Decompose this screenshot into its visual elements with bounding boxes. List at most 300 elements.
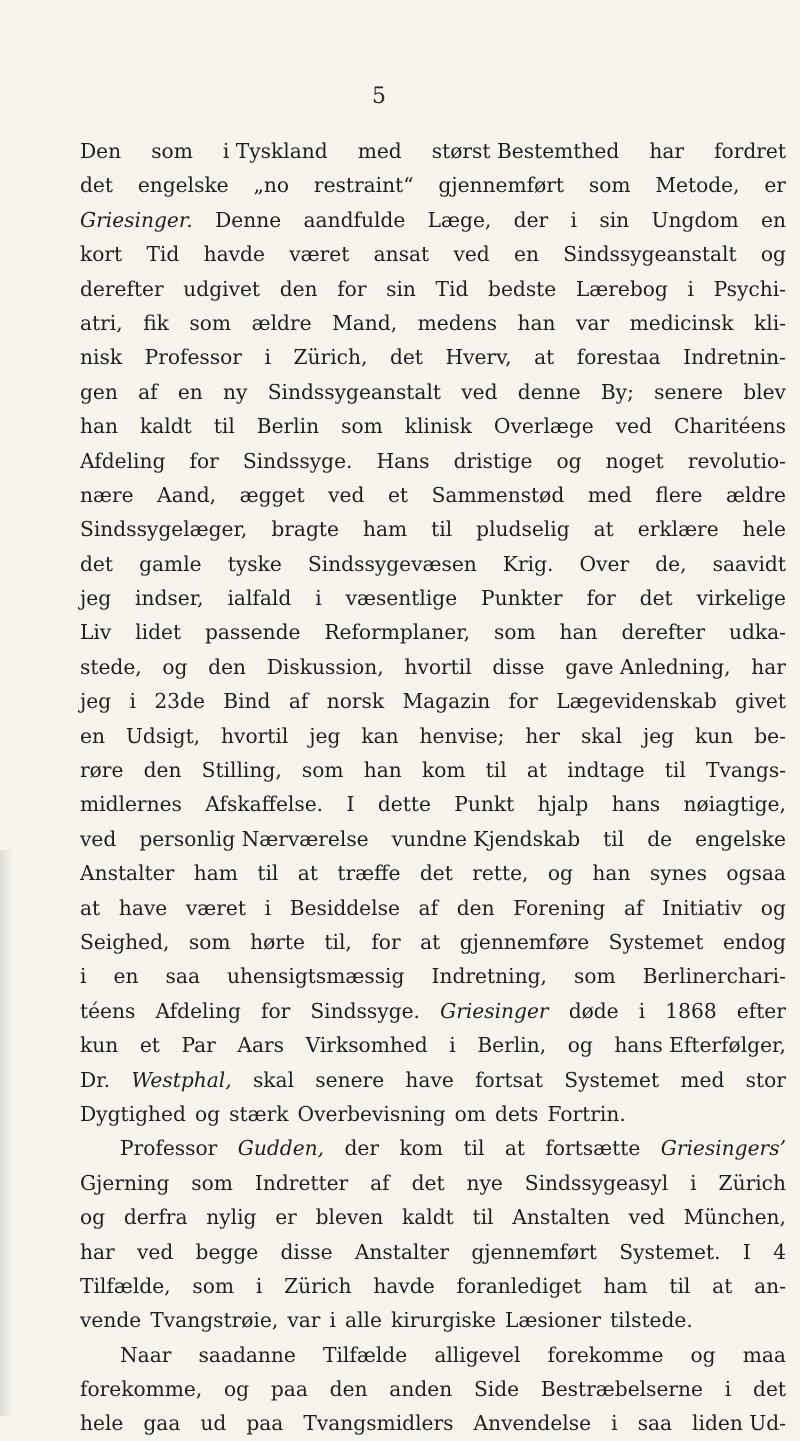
word: nylig xyxy=(206,1205,257,1230)
word: ud xyxy=(200,1411,227,1436)
word: Fortrin. xyxy=(547,1101,626,1126)
word: Systemet xyxy=(608,929,704,954)
word: Professor xyxy=(120,1136,218,1161)
word: Dr. xyxy=(80,1067,111,1092)
word: derfra xyxy=(123,1205,188,1230)
word: og xyxy=(547,861,573,886)
word: Punkt xyxy=(454,792,515,817)
word: Besiddelse xyxy=(289,895,400,920)
word: i Tyskland xyxy=(222,139,328,163)
word: aandfulde xyxy=(303,207,406,232)
word: pludselig xyxy=(476,517,570,542)
word: et xyxy=(139,1033,160,1058)
word: Systemet. xyxy=(619,1239,721,1264)
word: Afdeling xyxy=(80,448,166,473)
word: i xyxy=(329,1308,336,1333)
word: og xyxy=(567,1033,593,1058)
word: af xyxy=(418,895,439,920)
word: alligevel xyxy=(434,1342,521,1367)
word: var xyxy=(287,1308,321,1333)
word: Den xyxy=(80,139,122,163)
text-line xyxy=(80,994,786,1028)
word: Systemet xyxy=(564,1067,660,1092)
text-line xyxy=(80,925,786,959)
word: at xyxy=(80,895,101,920)
word: til xyxy=(669,1273,691,1298)
word: Diskussion, xyxy=(266,654,384,679)
word: have xyxy=(118,895,168,920)
word: engelske xyxy=(137,173,229,198)
word: hele xyxy=(80,1411,124,1436)
word: Læge, xyxy=(427,207,492,232)
word: den xyxy=(208,654,247,679)
word: i xyxy=(690,1170,697,1195)
word: og xyxy=(162,654,188,679)
text-line xyxy=(80,753,786,787)
word: af xyxy=(623,895,644,920)
word: engelske xyxy=(695,826,786,851)
word: Sindssygeanstalt xyxy=(267,379,442,404)
word: i xyxy=(315,586,322,611)
word: med xyxy=(587,482,632,507)
word: Anvendelse xyxy=(473,1411,592,1436)
word: den xyxy=(143,758,182,783)
text-line xyxy=(80,340,786,374)
word: ialfald xyxy=(227,586,292,611)
word: Sindssyge. xyxy=(310,998,420,1023)
word: saa xyxy=(637,1411,673,1436)
word: Mand, xyxy=(332,310,398,335)
word: i xyxy=(264,345,271,370)
word: Lærebog xyxy=(575,276,668,301)
word: stærk xyxy=(229,1101,289,1126)
word: kort xyxy=(80,242,123,267)
word: det xyxy=(753,1377,786,1402)
word: Stilling, xyxy=(201,758,282,783)
text-line xyxy=(80,134,786,168)
word: til xyxy=(257,861,279,886)
word: indtage xyxy=(567,758,645,783)
word: kom xyxy=(421,758,466,783)
word: og xyxy=(80,1205,106,1230)
word: en xyxy=(177,379,203,404)
word: uhensigtsmæssig xyxy=(227,964,405,989)
word: liden Ud- xyxy=(692,1411,786,1436)
text-line xyxy=(80,719,786,753)
word: I xyxy=(346,792,355,817)
word: norsk xyxy=(326,689,385,714)
word: atri, xyxy=(80,310,123,335)
text-line xyxy=(80,272,786,306)
word: kun xyxy=(80,1033,119,1058)
word: Sindssygelæger, xyxy=(80,517,248,542)
word: Griesinger. xyxy=(80,207,193,232)
word: sin xyxy=(599,207,630,232)
text-line xyxy=(80,375,786,409)
binding-shadow xyxy=(0,850,14,1416)
word: kirurgiske xyxy=(391,1308,496,1333)
word: Sindssygeanstalt xyxy=(563,242,737,267)
word: Bestræbelserne xyxy=(540,1377,704,1402)
word: af xyxy=(288,689,309,714)
word: han xyxy=(363,758,402,783)
word: Zürich xyxy=(284,1273,352,1298)
word: senere xyxy=(315,1067,385,1092)
word: døde xyxy=(568,998,619,1023)
word: og xyxy=(224,1377,250,1402)
word: forekomme, xyxy=(80,1377,203,1402)
text-line xyxy=(80,1131,786,1165)
word: nye xyxy=(466,1170,503,1195)
word: gave Anledning, xyxy=(565,654,731,679)
word: ved xyxy=(136,1239,174,1264)
word: at xyxy=(526,758,548,783)
word: stede, xyxy=(80,654,142,679)
word: det xyxy=(389,345,423,370)
word: jeg xyxy=(80,689,112,714)
word: Zürich, xyxy=(293,345,368,370)
word: By; xyxy=(600,379,634,404)
word: Lægevidenskab xyxy=(556,689,717,714)
word: maa xyxy=(742,1342,786,1367)
word: Sindssyge. xyxy=(242,448,353,473)
word: Afdeling xyxy=(155,998,241,1023)
word: han xyxy=(559,620,598,645)
text-line xyxy=(80,1166,786,1200)
word: hvortil xyxy=(221,723,289,748)
word: bedste xyxy=(488,276,557,301)
word: for xyxy=(586,586,616,611)
text-line xyxy=(80,1372,786,1406)
word: Indretter xyxy=(254,1170,349,1195)
word: Denne xyxy=(215,207,282,232)
word: Magazin xyxy=(402,689,491,714)
word: gamle xyxy=(139,551,202,576)
word: som xyxy=(151,139,193,163)
word: været xyxy=(289,242,350,267)
text-line xyxy=(80,1338,786,1372)
word: hele xyxy=(742,517,786,542)
word: sin xyxy=(386,276,416,301)
word: disse xyxy=(492,654,545,679)
word: tilstede. xyxy=(610,1308,693,1333)
word: er xyxy=(764,173,786,198)
word: Hverv, xyxy=(445,345,512,370)
word: Overlæge xyxy=(493,414,594,439)
word: at xyxy=(420,929,441,954)
word: og xyxy=(194,1101,221,1126)
word: saavidt xyxy=(712,551,786,576)
word: alle xyxy=(345,1308,382,1333)
word: for xyxy=(337,276,367,301)
word: Aand, xyxy=(157,482,217,507)
word: dette xyxy=(377,792,431,817)
word: I xyxy=(742,1239,751,1264)
word: an- xyxy=(754,1273,786,1298)
word: et xyxy=(387,482,409,507)
word: skal xyxy=(252,1067,295,1092)
word: senere xyxy=(654,379,723,404)
word: Seighed, xyxy=(80,929,170,954)
word: paa xyxy=(246,1411,284,1436)
word: erklære xyxy=(637,517,719,542)
word: have xyxy=(405,1067,454,1092)
word: kaldt xyxy=(140,414,192,439)
word: og xyxy=(760,895,786,920)
word: en xyxy=(514,242,539,267)
word: udka- xyxy=(728,620,786,645)
text-line xyxy=(80,237,786,271)
word: at xyxy=(534,345,555,370)
word: Indretning, xyxy=(431,964,547,989)
word: Udsigt, xyxy=(125,723,201,748)
word: ved xyxy=(328,482,365,507)
word: ansat xyxy=(373,242,430,267)
word: gaa xyxy=(143,1411,181,1436)
word: for xyxy=(508,689,538,714)
word: hjalp xyxy=(537,792,589,817)
word: derefter xyxy=(621,620,706,645)
word: lidet xyxy=(135,620,182,645)
word: Par xyxy=(181,1033,216,1058)
word: Virksomhed xyxy=(305,1033,428,1058)
word: som xyxy=(188,929,231,954)
text-line xyxy=(80,512,786,546)
word: ny xyxy=(223,379,248,404)
word: passende xyxy=(204,620,301,645)
text-line xyxy=(80,1269,786,1303)
text-line xyxy=(80,1235,786,1269)
word: havde xyxy=(203,242,265,267)
word: af xyxy=(138,379,158,404)
word: var xyxy=(576,310,610,335)
word: Forening xyxy=(513,895,606,920)
word: der xyxy=(513,207,549,232)
word: Tid xyxy=(435,276,469,301)
word: Psychi- xyxy=(713,276,786,301)
word: flere xyxy=(655,482,703,507)
word: til xyxy=(463,1136,485,1161)
word: hvortil xyxy=(404,654,472,679)
word: Hans xyxy=(376,448,430,473)
word: til xyxy=(431,517,453,542)
word: at xyxy=(712,1273,733,1298)
word: Tvangstrøie, xyxy=(150,1308,279,1333)
word: Bind xyxy=(223,689,271,714)
word: Berlinerchari- xyxy=(642,964,786,989)
word: fik xyxy=(143,310,169,335)
text-line xyxy=(80,306,786,340)
word: gjennemført xyxy=(438,173,565,198)
text-line xyxy=(80,959,786,993)
word: medicinsk xyxy=(629,310,734,335)
word: saadanne xyxy=(198,1342,296,1367)
word: ham xyxy=(362,517,408,542)
word: givet xyxy=(735,689,786,714)
text-line xyxy=(80,1097,786,1131)
word: til xyxy=(664,758,686,783)
word: som xyxy=(588,173,631,198)
word: det xyxy=(419,861,453,886)
word: har xyxy=(80,1239,115,1264)
word: Berlin, xyxy=(477,1033,547,1058)
word: at xyxy=(593,517,614,542)
word: vende xyxy=(80,1308,142,1333)
word: som xyxy=(573,964,616,989)
word: en xyxy=(80,723,105,748)
word: Dygtighed xyxy=(80,1101,186,1126)
text-line xyxy=(80,1028,786,1062)
word: den xyxy=(279,276,318,301)
word: for xyxy=(189,448,219,473)
word: i xyxy=(449,1033,456,1058)
text-line xyxy=(80,409,786,443)
word: bragte xyxy=(271,517,339,542)
word: Anstalter xyxy=(80,861,175,886)
word: her xyxy=(525,723,560,748)
word: til, xyxy=(324,929,352,954)
word: med xyxy=(357,139,402,163)
word: den xyxy=(456,895,495,920)
word: stor xyxy=(745,1067,786,1092)
word: i xyxy=(724,1377,732,1402)
word: været xyxy=(185,895,246,920)
word: der xyxy=(344,1136,380,1161)
word: jeg xyxy=(309,723,341,748)
word: paa xyxy=(270,1377,308,1402)
word: Over xyxy=(579,551,630,576)
word: Metode, xyxy=(655,173,740,198)
word: nære xyxy=(80,482,134,507)
word: ved xyxy=(453,242,490,267)
word: Side xyxy=(473,1377,520,1402)
word: endog xyxy=(722,929,786,954)
word: bleven xyxy=(315,1205,384,1230)
word: midlernes xyxy=(80,792,182,817)
word: forestaa xyxy=(576,345,661,370)
word: München, xyxy=(683,1205,786,1230)
word: forekomme xyxy=(547,1342,664,1367)
word: at xyxy=(504,1136,525,1161)
word: kan xyxy=(361,723,399,748)
word: med xyxy=(680,1067,725,1092)
word: Professor xyxy=(144,345,242,370)
word: begge xyxy=(195,1239,259,1264)
word: blev xyxy=(743,379,786,404)
word: ham xyxy=(603,1273,648,1298)
word: Charitéens xyxy=(673,414,786,439)
word: synes xyxy=(649,861,707,886)
word: Tid xyxy=(146,242,180,267)
word: ægget xyxy=(239,482,305,507)
word: Anstalten xyxy=(512,1205,610,1230)
word: jeg xyxy=(642,723,675,748)
word: kli- xyxy=(754,310,786,335)
word: en xyxy=(761,207,786,232)
word: har xyxy=(649,139,685,163)
word: Tilfælde xyxy=(323,1342,408,1367)
word: gjennemført xyxy=(471,1239,597,1264)
text-line xyxy=(80,203,786,237)
word: kun xyxy=(695,723,734,748)
word: Gudden, xyxy=(237,1136,325,1161)
word: Liv xyxy=(80,620,112,645)
word: indser, xyxy=(135,586,204,611)
word: de, xyxy=(655,551,687,576)
word: saa xyxy=(165,964,200,989)
word: størst Bestemthed xyxy=(431,139,620,163)
word: for xyxy=(260,998,291,1023)
word: personlig Nærværelse xyxy=(139,826,369,851)
word: Punkter xyxy=(481,586,563,611)
word: i xyxy=(264,895,272,920)
word: for xyxy=(371,929,401,954)
word: Tvangs- xyxy=(705,758,786,783)
word: derefter xyxy=(80,276,164,301)
word: kom xyxy=(399,1136,443,1161)
text-line xyxy=(80,547,786,581)
word: skal xyxy=(580,723,623,748)
text-line xyxy=(80,822,786,856)
word: Overbevisning xyxy=(297,1101,446,1126)
word: efter xyxy=(736,998,786,1023)
text-line xyxy=(80,856,786,890)
word: og xyxy=(556,448,582,473)
word: jeg xyxy=(80,586,112,611)
word: rette, xyxy=(472,861,529,886)
word: tyske xyxy=(227,551,282,576)
word: Berlin xyxy=(256,414,320,439)
word: det xyxy=(411,1170,445,1195)
word: 23de xyxy=(154,689,205,714)
word: de xyxy=(647,826,673,851)
word: nøiagtige, xyxy=(683,792,786,817)
word: fortsat xyxy=(475,1067,543,1092)
word: Ungdom xyxy=(651,207,739,232)
word: den xyxy=(329,1377,368,1402)
word: Aars xyxy=(237,1033,285,1058)
word: Sammenstød xyxy=(431,482,565,507)
word: og xyxy=(760,242,786,267)
word: anden xyxy=(389,1377,453,1402)
word: Anstalter xyxy=(354,1239,450,1264)
word: i xyxy=(255,1273,263,1298)
word: til xyxy=(213,414,235,439)
word: udgivet xyxy=(183,276,261,301)
word: noget xyxy=(605,448,664,473)
word: kaldt xyxy=(401,1205,454,1230)
word: i xyxy=(570,207,577,232)
word: „no xyxy=(253,173,290,198)
word: at xyxy=(297,861,318,886)
word: havde xyxy=(373,1273,435,1298)
word: ældre xyxy=(725,482,786,507)
word: i xyxy=(611,1411,618,1436)
word: af xyxy=(370,1170,390,1195)
text-line xyxy=(80,787,786,821)
word: om xyxy=(454,1101,486,1126)
text-line xyxy=(80,615,786,649)
word: Tvangsmidlers xyxy=(303,1411,454,1436)
word: det xyxy=(80,173,113,198)
word: revolutio- xyxy=(687,448,786,473)
word: Initiativ xyxy=(662,895,743,920)
text-line xyxy=(80,1063,786,1097)
word: Afskaffelse. xyxy=(205,792,324,817)
word: 4 xyxy=(773,1239,786,1264)
word: han xyxy=(517,310,556,335)
word: han xyxy=(80,414,119,439)
